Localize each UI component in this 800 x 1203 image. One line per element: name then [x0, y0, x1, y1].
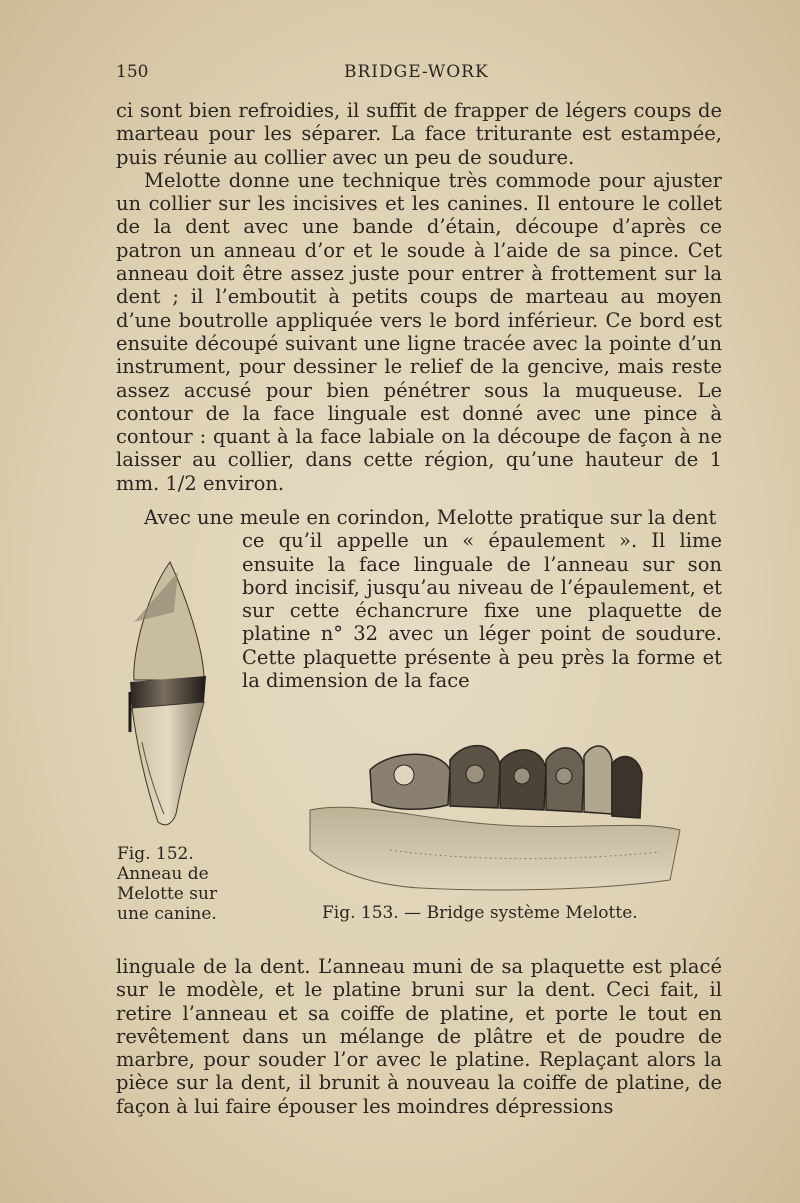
- page-header: [116, 62, 720, 88]
- paragraph-1: ci sont bien refroidies, il suffit de frapper de légers coups de marteau pour les séparer. La face triturante est estampée, puis réunie au collier avec un peu de soudure.: [116, 99, 722, 169]
- page-number: 150: [116, 62, 149, 82]
- bridge-model-icon: [300, 730, 690, 900]
- figure-153-caption: Fig. 153. — Bridge système Melotte.: [322, 903, 638, 923]
- figure-152-caption: [117, 844, 237, 924]
- caption-line: Melotte sur: [117, 884, 218, 904]
- text-block-bottom: [116, 955, 722, 1118]
- caption-line: Fig. 152.: [117, 844, 194, 864]
- caption-line: une canine.: [117, 904, 217, 924]
- paragraph-3-first-line: Avec une meule en corindon, Melotte pratique sur la dent: [144, 506, 717, 529]
- running-title: BRIDGE-WORK: [344, 62, 489, 82]
- text-block-top: [116, 99, 722, 495]
- paragraph-2: Melotte donne une technique très commode pour ajuster un collier sur les incisives et les canines. Il entoure le collet de la dent avec une bande d’étain, découpe d’après ce patron un anneau d’or et le soude à l’aide de sa pince. Cet anneau doit être assez juste pour entrer à frottement sur la dent ; il l’emboutit à petits coups de marteau au moyen d’une boutrolle appliquée vers le bord inférieur. Ce bord est ensuite découpé suivant une ligne tracée avec la pointe d’un instrument, pour dessiner le relief de la gencive, mais reste assez accusé pour bien pénétrer sous la muqueuse. Le contour de la face linguale est donné avec une pince à contour : quant à la face labiale on la découpe de façon à ne laisser au collier, dans cette région, qu’une hauteur de 1 mm. 1/2 environ.: [116, 168, 722, 495]
- canine-tooth-icon: [118, 552, 228, 842]
- canine-tooth-illustration-figure: [118, 552, 228, 842]
- paragraph-4: linguale de la dent. L’anneau muni de sa plaquette est placé sur le modèle, et le platine bruni sur la dent. Ceci fait, il retire l’anneau et sa coiffe de platine, et porte le tout en revêtement dans un mélange de plâtre et de poudre de marbre, pour souder l’or avec le platine. Replaçant alors la pièce sur la dent, il brunit à nouveau la coiffe de platine, de façon à lui faire épouser les moindres dépressions: [116, 955, 722, 1118]
- paragraph-3-rest: ce qu’il appelle un « épaulement ». Il lime ensuite la face linguale de l’anneau sur son bord incisif, jusqu’au niveau de l’épaulement, et sur cette échancrure fixe une plaquette de platine n° 32 avec un léger point de soudure. Cette plaquette présente à peu près la forme et la dimension de la face: [242, 529, 722, 693]
- bridge-model-illustration-figure: [300, 730, 690, 900]
- caption-line: Anneau de: [117, 864, 209, 884]
